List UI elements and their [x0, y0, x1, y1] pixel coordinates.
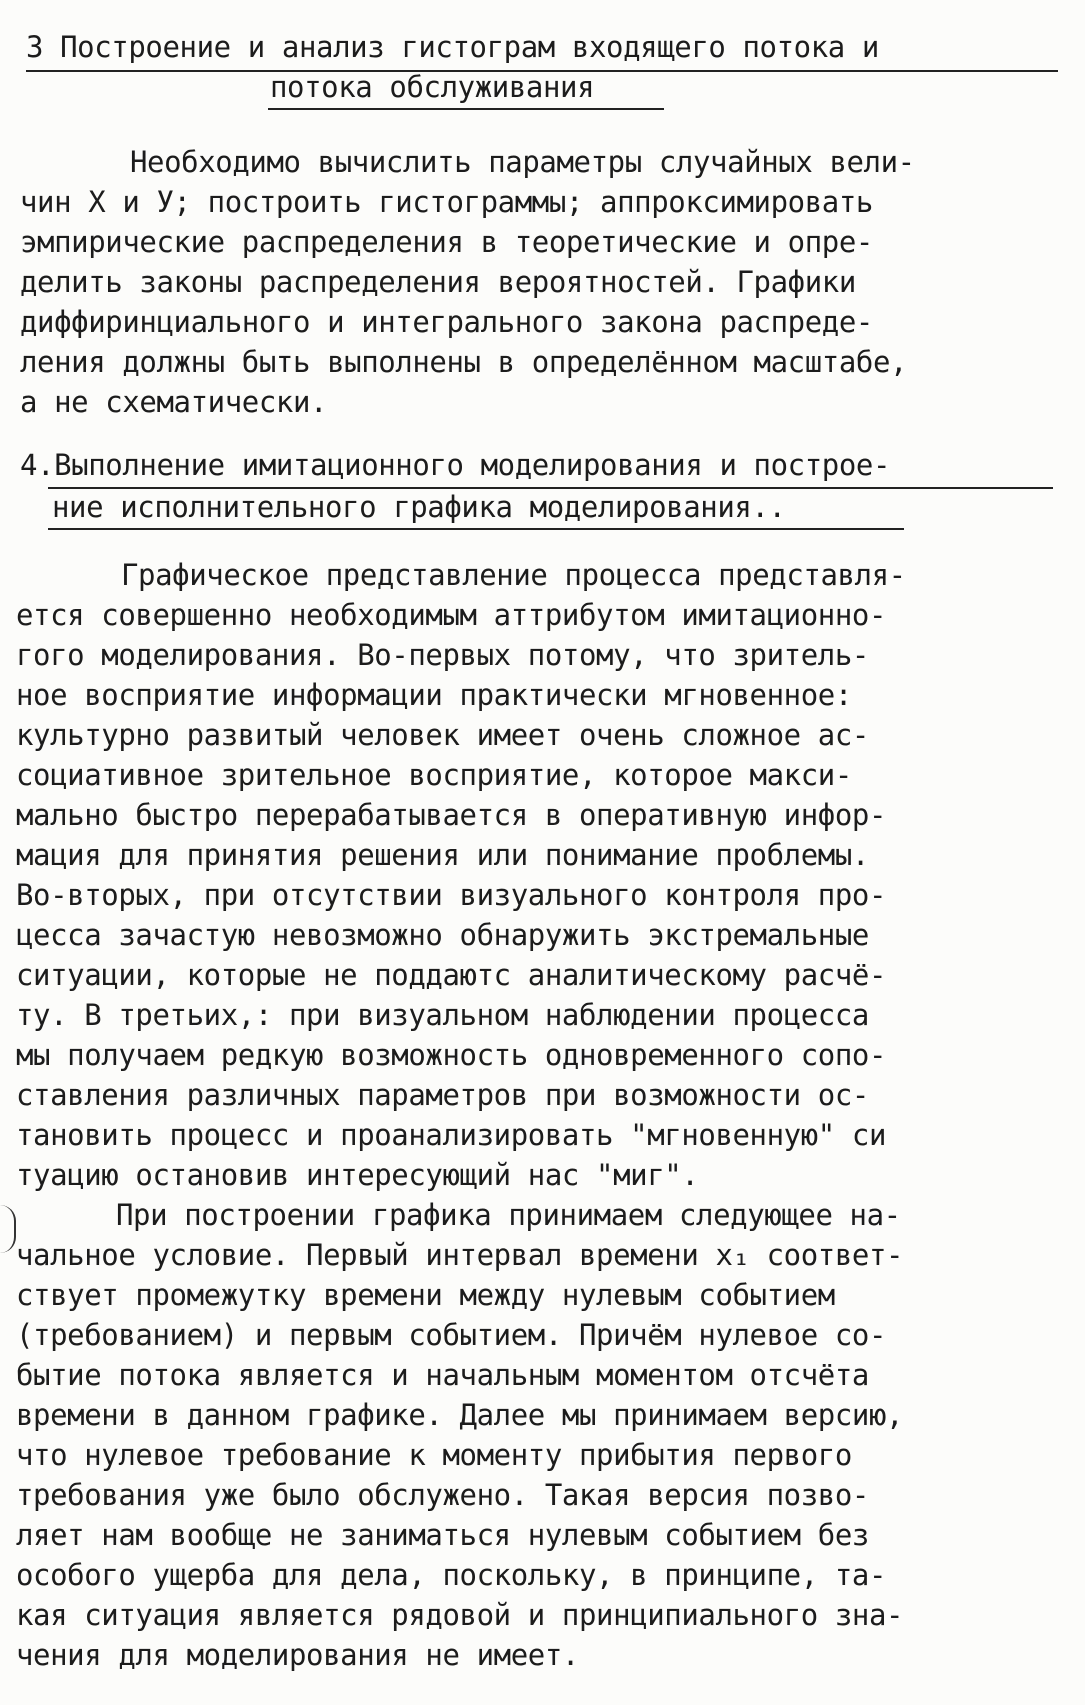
section-4-paragraph-1-line: ту. В третьих,: при визуальном наблюдении процесса: [16, 998, 869, 1032]
section-4-paragraph-1-line: социативное зрительное восприятие, которое макси-: [16, 758, 852, 792]
section-3-paragraph-line: диффиринциального и интегрального закона распреде-: [20, 305, 873, 339]
section-3-paragraph-line: эмпирические распределения в теоретические и опре-: [20, 225, 873, 259]
section-3-paragraph-line: а не схематически.: [20, 385, 328, 419]
section-4-paragraph-2-line: особого ущерба для дела, поскольку, в принципе, та-: [16, 1558, 887, 1592]
section-4-paragraph-1-line: ное восприятие информации практически мгновенное:: [16, 678, 852, 712]
section-4-heading-line-1: 4.Выполнение имитационного моделирования и построе-: [20, 448, 891, 482]
section-3-paragraph-line: делить законы распределения вероятностей. Графики: [20, 265, 856, 299]
section-4-paragraph-1-line: мально быстро перерабатывается в оперативную инфор-: [16, 798, 887, 832]
section-4-paragraph-1-line: мация для принятия решения или понимание проблемы.: [16, 838, 869, 872]
section-4-paragraph-2-line: кая ситуация является рядовой и принципиального зна-: [16, 1598, 904, 1632]
section-4-paragraph-2-line: что нулевое требование к моменту прибытия первого: [16, 1438, 852, 1472]
section-3-paragraph-line: Необходимо вычислить параметры случайных вели-: [130, 145, 915, 179]
section-3-paragraph-line: ления должны быть выполнены в определённом масштабе,: [20, 345, 908, 379]
section-4-paragraph-1-line: ситуации, которые не поддаютс аналитическому расчё-: [16, 958, 887, 992]
section-4-paragraph-2-line: чения для моделирования не имеет.: [16, 1638, 579, 1672]
section-4-paragraph-2-line: времени в данном графике. Далее мы принимаем версию,: [16, 1398, 904, 1432]
section-3-heading-line-2: потока обслуживания: [270, 70, 595, 104]
section-3-heading-line-1: 3 Построение и анализ гистограм входящего потока и: [26, 30, 879, 64]
section-3-paragraph-line: чин X и У; построить гистограммы; аппроксимировать: [20, 185, 873, 219]
section-4-paragraph-2-line: чальное условие. Первый интервал времени x₁ соответ-: [16, 1238, 904, 1272]
section-4-paragraph-1-line: ставления различных параметров при возможности ос-: [16, 1078, 869, 1112]
section-4-paragraph-2: [16, 0, 1081, 1705]
section-4-paragraph-1-line: Во-вторых, при отсутствии визуального контроля про-: [16, 878, 887, 912]
section-4-paragraph-1-line: цесса зачастую невозможно обнаружить экстремальные: [16, 918, 869, 952]
section-4-paragraph-2-line: При построении графика принимаем следующее на-: [116, 1198, 901, 1232]
section-4-paragraph-1-line: ется совершенно необходимым аттрибутом имитационно-: [16, 598, 887, 632]
section-4-paragraph-1-line: тановить процесс и проанализировать "мгновенную" си: [16, 1118, 887, 1152]
section-4-heading-line-2: ние исполнительного графика моделирования..: [52, 490, 786, 524]
section-4-paragraph-2-line: ляет нам вообще не заниматься нулевым событием без: [16, 1518, 869, 1552]
section-4-paragraph-2-line: ствует промежутку времени между нулевым событием: [16, 1278, 835, 1312]
section-4-paragraph-1-line: Графическое представление процесса представля-: [121, 558, 906, 592]
section-4-paragraph-1-line: мы получаем редкую возможность одновременного сопо-: [16, 1038, 887, 1072]
section-4-paragraph-1-line: гого моделирования. Во-первых потому, что зритель-: [16, 638, 869, 672]
section-4-paragraph-1-line: культурно развитый человек имеет очень сложное ас-: [16, 718, 869, 752]
section-4-paragraph-2-line: бытие потока является и начальным моментом отсчёта: [16, 1358, 869, 1392]
section-4-paragraph-2-line: требования уже было обслужено. Такая версия позво-: [16, 1478, 869, 1512]
margin-bracket-mark: [0, 1205, 16, 1253]
section-4-paragraph-1-line: туацию остановив интересующий нас "миг".: [16, 1158, 699, 1192]
section-4-paragraph-2-line: (требованием) и первым событием. Причём нулевое со-: [16, 1318, 887, 1352]
